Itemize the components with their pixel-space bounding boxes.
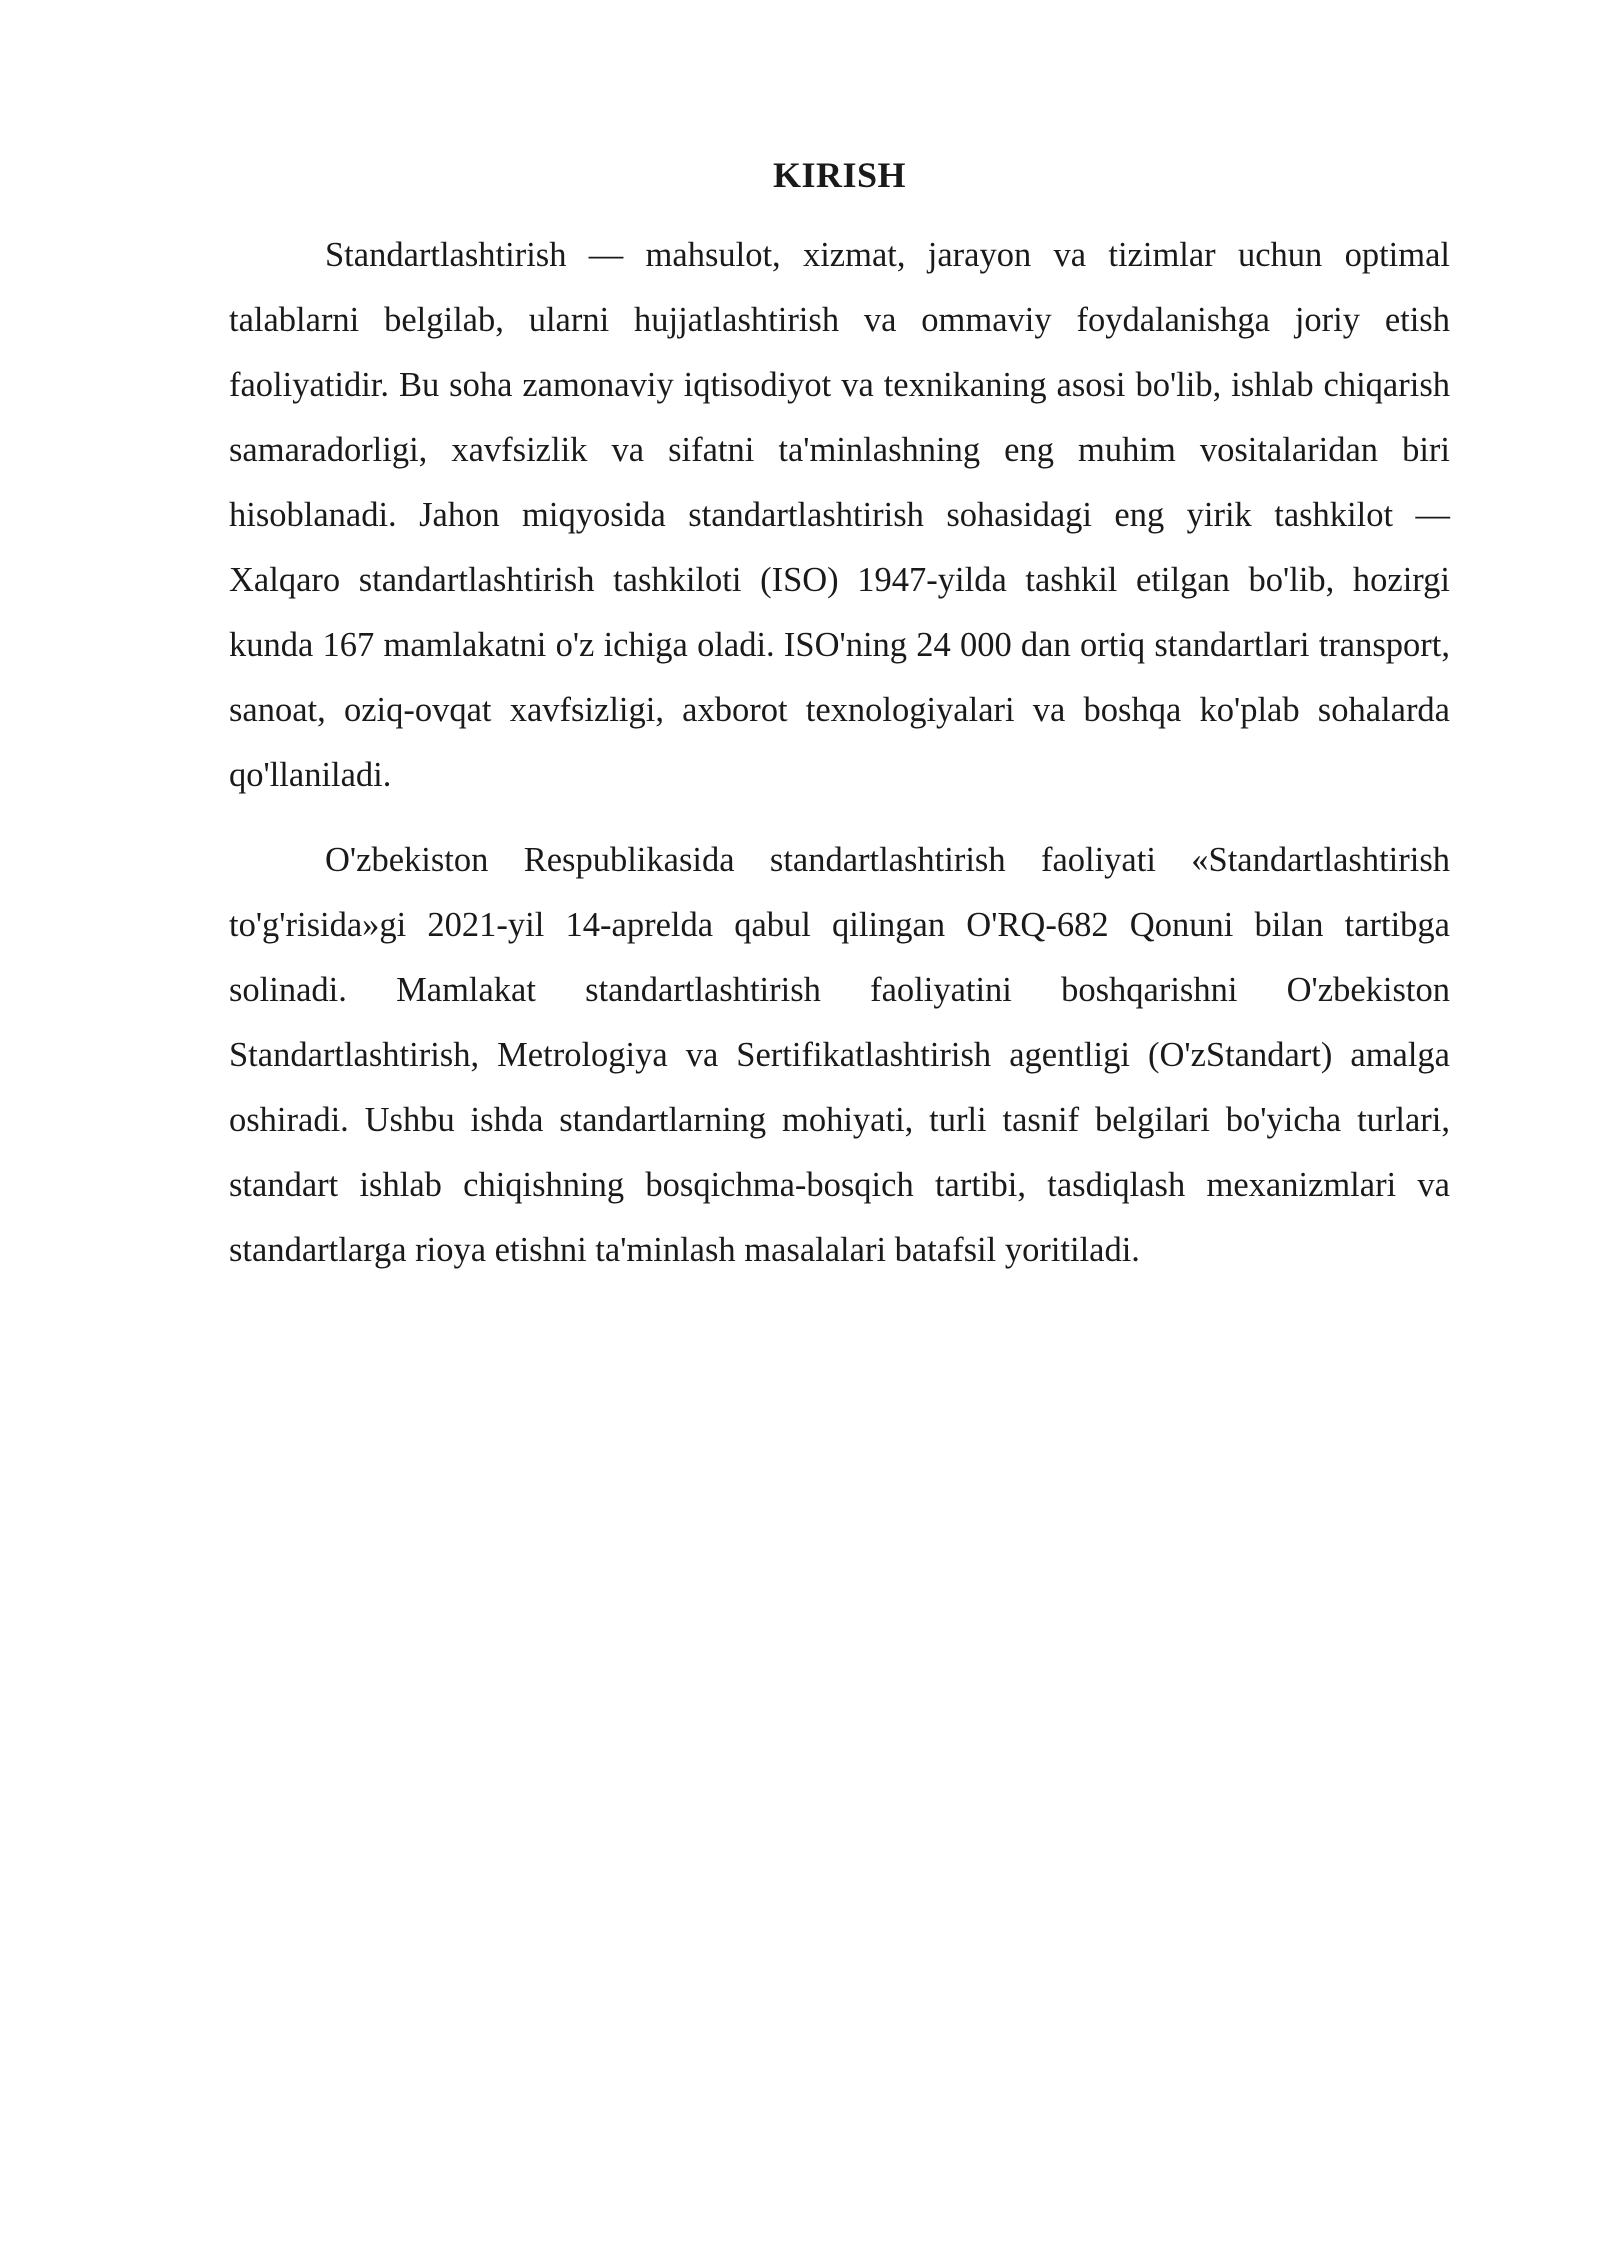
page-title: KIRISH bbox=[772, 155, 907, 195]
paragraph-intro: Standartlashtirish — mahsulot, xizmat, jarayon va tizimlar uchun optimal talablarni belgilab, ularni hujjatlashtirish va ommaviy foydalanishga joriy etish faoliyatidir. Bu soha zamonaviy iqtisodiyot va texnikaning asosi bo'lib, ishlab chiqarish samaradorligi, xavfsizlik va sifatni ta'minlashning eng muhim vositalaridan biri hisoblanadi. Jahon miqyosida standartlashtirish sohasidagi eng yirik tashkilot — Xalqaro standartlashtirish tashkiloti (ISO) 1947-yilda tashkil etilgan bo'lib, hozirgi kunda 167 mamlakatni o'z ichiga oladi. ISO'ning 24 000 dan ortiq standartlari transport, sanoat, oziq-ovqat xavfsizligi, axborot texnologiyalari va boshqa ko'plab sohalarda qo'llaniladi. bbox=[229, 236, 1450, 794]
document-body bbox=[229, 145, 1450, 1303]
paragraph-uzbekistan: O'zbekiston Respublikasida standartlashtirish faoliyati «Standartlashtirish to'g'risida»gi 2021-yil 14-aprelda qabul qilingan O'RQ-682 Qonuni bilan tartibga solinadi. Mamlakat standartlashtirish faoliyatini boshqarishni O'zbekiston Standartlashtirish, Metrologiya va Sertifikatlashtirish agentligi (O'zStandart) amalga oshiradi. Ushbu ishda standartlarning mohiyati, turli tasnif belgilari bo'yicha turlari, standart ishlab chiqishning bosqichma-bosqich tartibi, tasdiqlash mexanizmlari va standartlarga rioya etishni ta'minlash masalalari batafsil yoritiladi. bbox=[229, 841, 1450, 1269]
